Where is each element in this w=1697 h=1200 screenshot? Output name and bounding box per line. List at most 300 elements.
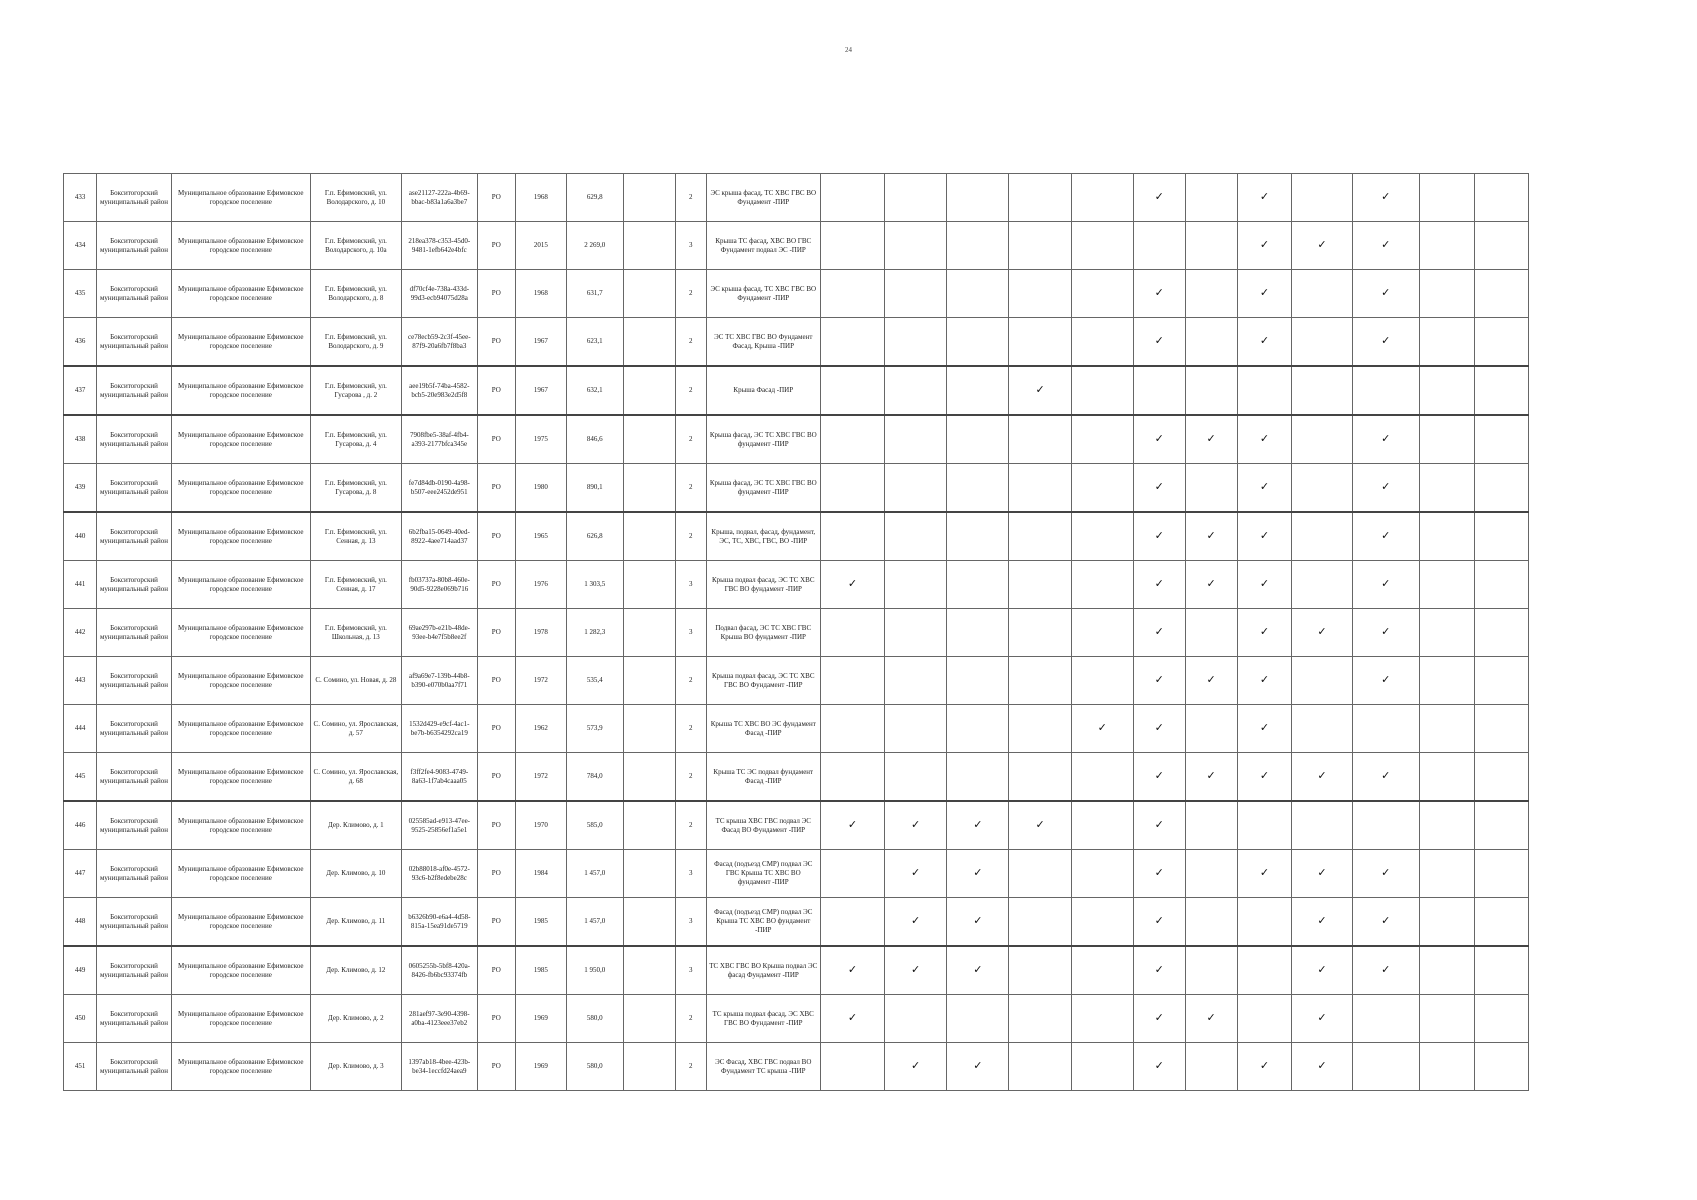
- work-type-cell: [1185, 801, 1237, 850]
- fund-form-cell: РО: [477, 512, 515, 561]
- work-type-cell: [1009, 1043, 1071, 1091]
- work-type-cell: [885, 174, 947, 222]
- guid-cell: 7908fbe5-38af-4fb4-a393-2177bfca345e: [401, 415, 477, 464]
- year-cell: 1972: [516, 753, 567, 802]
- work-type-cell: [820, 464, 884, 513]
- work-type-cell: [1133, 512, 1185, 561]
- page-number: 24: [845, 46, 852, 54]
- blank-cell: [623, 657, 675, 705]
- year-cell: 1962: [516, 705, 567, 753]
- checkmark-icon: ✓: [1317, 625, 1327, 638]
- work-type-cell: [1009, 270, 1071, 318]
- checkmark-icon: ✓: [1381, 577, 1391, 590]
- municipality-cell: Муниципальное образование Ефимовское городское поселение: [171, 1043, 310, 1091]
- checkmark-icon: ✓: [847, 1011, 858, 1024]
- year-cell: 1970: [516, 801, 567, 850]
- row-number: 439: [64, 464, 97, 513]
- work-type-cell: [1185, 946, 1237, 995]
- checkmark-icon: ✓: [1381, 866, 1391, 879]
- year-cell: 1969: [516, 1043, 567, 1091]
- checkmark-icon: ✓: [1154, 866, 1164, 879]
- work-type-cell: [1419, 946, 1474, 995]
- works-cell: Подвал фасад, ЭС ТС ХВС ГВС Крыша ВО фундамент -ПИР: [706, 609, 820, 657]
- floors-cell: 3: [675, 850, 706, 898]
- work-type-cell: [885, 415, 947, 464]
- work-type-cell: [1071, 464, 1133, 513]
- work-type-cell: [1474, 415, 1528, 464]
- checkmark-icon: ✓: [911, 914, 921, 927]
- guid-cell: aee19b5f-74ba-4582-bcb5-20e983e2d5f8: [401, 366, 477, 415]
- work-type-cell: [1237, 946, 1292, 995]
- work-type-cell: [1133, 415, 1185, 464]
- address-cell: Г.п. Ефимовский, ул. Гусарова, д. 4: [310, 415, 401, 464]
- blank-cell: [623, 561, 675, 609]
- year-cell: 1968: [516, 270, 567, 318]
- year-cell: 1985: [516, 946, 567, 995]
- district-cell: Бокситогорский муниципальный район: [97, 366, 172, 415]
- blank-cell: [623, 801, 675, 850]
- work-type-cell: [947, 174, 1009, 222]
- work-type-cell: [885, 1043, 947, 1091]
- work-type-cell: [1185, 995, 1237, 1043]
- municipality-cell: Муниципальное образование Ефимовское городское поселение: [171, 946, 310, 995]
- work-type-cell: [1292, 512, 1352, 561]
- work-type-cell: [1009, 801, 1071, 850]
- guid-cell: 1532d429-e9cf-4ac1-be7b-b6354292ca19: [401, 705, 477, 753]
- work-type-cell: [1133, 318, 1185, 367]
- row-number: 435: [64, 270, 97, 318]
- work-type-cell: [885, 705, 947, 753]
- table-row: [64, 850, 1529, 898]
- address-cell: Дер. Климово, д. 11: [310, 898, 401, 947]
- area-cell: 573,9: [566, 705, 623, 753]
- checkmark-icon: ✓: [1035, 818, 1045, 831]
- floors-cell: 2: [675, 270, 706, 318]
- work-type-cell: [1185, 174, 1237, 222]
- work-type-cell: [1419, 898, 1474, 947]
- address-cell: Г.п. Ефимовский, ул. Володарского, д. 9: [310, 318, 401, 367]
- row-number: 447: [64, 850, 97, 898]
- work-type-cell: [1237, 174, 1292, 222]
- blank-cell: [623, 1043, 675, 1091]
- checkmark-icon: ✓: [1154, 769, 1164, 782]
- work-type-cell: [885, 946, 947, 995]
- work-type-cell: [1009, 705, 1071, 753]
- checkmark-icon: ✓: [1097, 721, 1107, 734]
- checkmark-icon: ✓: [911, 866, 921, 879]
- work-type-cell: [885, 753, 947, 802]
- checkmark-icon: ✓: [1154, 190, 1164, 203]
- work-type-cell: [820, 609, 884, 657]
- checkmark-icon: ✓: [1259, 432, 1270, 445]
- work-type-cell: [885, 318, 947, 367]
- floors-cell: 3: [675, 609, 706, 657]
- work-type-cell: [820, 850, 884, 898]
- table-row: [64, 512, 1529, 561]
- checkmark-icon: ✓: [1259, 1059, 1270, 1072]
- area-cell: 629,8: [566, 174, 623, 222]
- work-type-cell: [885, 366, 947, 415]
- work-type-cell: [1352, 801, 1419, 850]
- table-row: [64, 222, 1529, 270]
- blank-cell: [623, 415, 675, 464]
- work-type-cell: [1292, 801, 1352, 850]
- work-type-cell: [820, 898, 884, 947]
- checkmark-icon: ✓: [1154, 673, 1164, 686]
- work-type-cell: [947, 222, 1009, 270]
- floors-cell: 2: [675, 801, 706, 850]
- checkmark-icon: ✓: [1259, 238, 1270, 251]
- checkmark-icon: ✓: [1259, 577, 1270, 590]
- work-type-cell: [1185, 898, 1237, 947]
- checkmark-icon: ✓: [1381, 238, 1391, 251]
- work-type-cell: [885, 898, 947, 947]
- work-type-cell: [1133, 946, 1185, 995]
- work-type-cell: [1352, 464, 1419, 513]
- work-type-cell: [1352, 753, 1419, 802]
- work-type-cell: [1419, 609, 1474, 657]
- work-type-cell: [1419, 270, 1474, 318]
- work-type-cell: [885, 561, 947, 609]
- work-type-cell: [1133, 705, 1185, 753]
- municipality-cell: Муниципальное образование Ефимовское городское поселение: [171, 174, 310, 222]
- checkmark-icon: ✓: [1154, 721, 1164, 734]
- work-type-cell: [947, 705, 1009, 753]
- work-type-cell: [1419, 850, 1474, 898]
- municipality-cell: Муниципальное образование Ефимовское городское поселение: [171, 609, 310, 657]
- work-type-cell: [1071, 366, 1133, 415]
- table-row: [64, 946, 1529, 995]
- floors-cell: 2: [675, 753, 706, 802]
- row-number: 449: [64, 946, 97, 995]
- works-cell: Крыша ТС ХВС ВО ЭС фундамент Фасад -ПИР: [706, 705, 820, 753]
- work-type-cell: [1352, 705, 1419, 753]
- table-row: [64, 366, 1529, 415]
- work-type-cell: [1352, 366, 1419, 415]
- municipality-cell: Муниципальное образование Ефимовское городское поселение: [171, 464, 310, 513]
- work-type-cell: [1419, 995, 1474, 1043]
- work-type-cell: [1237, 898, 1292, 947]
- works-cell: Крыша подвал фасад, ЭС ТС ХВС ГВС ВО Фундамент -ПИР: [706, 657, 820, 705]
- year-cell: 1968: [516, 174, 567, 222]
- works-cell: ЭС Фасад, ХВС ГВС подвал ВО Фундамент ТС крыша -ПИР: [706, 1043, 820, 1091]
- work-type-cell: [1133, 609, 1185, 657]
- work-type-cell: [1071, 1043, 1133, 1091]
- work-type-cell: [1185, 609, 1237, 657]
- district-cell: Бокситогорский муниципальный район: [97, 609, 172, 657]
- district-cell: Бокситогорский муниципальный район: [97, 464, 172, 513]
- works-cell: ТС крыша подвал фасад, ЭС ХВС ГВС ВО Фундамент -ПИР: [706, 995, 820, 1043]
- fund-form-cell: РО: [477, 561, 515, 609]
- works-cell: ЭС ТС ХВС ГВС ВО Фундамент Фасад, Крыша -ПИР: [706, 318, 820, 367]
- work-type-cell: [1474, 995, 1528, 1043]
- work-type-cell: [1009, 995, 1071, 1043]
- guid-cell: 1397ab18-4bee-423b-be34-1eccfd24aea9: [401, 1043, 477, 1091]
- work-type-cell: [1419, 705, 1474, 753]
- work-type-cell: [1419, 174, 1474, 222]
- work-type-cell: [1071, 657, 1133, 705]
- guid-cell: fb03737a-80b8-460e-90d5-9228e069b716: [401, 561, 477, 609]
- floors-cell: 2: [675, 174, 706, 222]
- table-row: [64, 464, 1529, 513]
- checkmark-icon: ✓: [1259, 529, 1270, 542]
- row-number: 440: [64, 512, 97, 561]
- blank-cell: [623, 995, 675, 1043]
- work-type-cell: [1352, 609, 1419, 657]
- work-type-cell: [1071, 174, 1133, 222]
- floors-cell: 2: [675, 995, 706, 1043]
- checkmark-icon: ✓: [1381, 914, 1391, 927]
- work-type-cell: [947, 946, 1009, 995]
- checkmark-icon: ✓: [1317, 963, 1327, 976]
- work-type-cell: [1133, 464, 1185, 513]
- guid-cell: af9a69e7-139b-44b8-b390-e070b0aa7f71: [401, 657, 477, 705]
- work-type-cell: [1185, 657, 1237, 705]
- work-type-cell: [1185, 850, 1237, 898]
- checkmark-icon: ✓: [1154, 432, 1164, 445]
- works-cell: Крыша Фасад -ПИР: [706, 366, 820, 415]
- work-type-cell: [1474, 222, 1528, 270]
- district-cell: Бокситогорский муниципальный район: [97, 512, 172, 561]
- row-number: 448: [64, 898, 97, 947]
- checkmark-icon: ✓: [1154, 577, 1164, 590]
- floors-cell: 3: [675, 946, 706, 995]
- work-type-cell: [1237, 995, 1292, 1043]
- work-type-cell: [1419, 801, 1474, 850]
- fund-form-cell: РО: [477, 995, 515, 1043]
- work-type-cell: [1292, 898, 1352, 947]
- work-type-cell: [1237, 318, 1292, 367]
- checkmark-icon: ✓: [1035, 383, 1045, 396]
- year-cell: 1978: [516, 609, 567, 657]
- work-type-cell: [1419, 753, 1474, 802]
- checkmark-icon: ✓: [973, 963, 983, 976]
- work-type-cell: [1009, 366, 1071, 415]
- district-cell: Бокситогорский муниципальный район: [97, 946, 172, 995]
- address-cell: Г.п. Ефимовский, ул. Сенная, д. 13: [310, 512, 401, 561]
- work-type-cell: [1292, 415, 1352, 464]
- work-type-cell: [885, 512, 947, 561]
- fund-form-cell: РО: [477, 609, 515, 657]
- fund-form-cell: РО: [477, 898, 515, 947]
- row-number: 443: [64, 657, 97, 705]
- work-type-cell: [1133, 222, 1185, 270]
- work-type-cell: [1474, 946, 1528, 995]
- work-type-cell: [1474, 561, 1528, 609]
- work-type-cell: [1292, 850, 1352, 898]
- checkmark-icon: ✓: [1381, 625, 1391, 638]
- work-type-cell: [1009, 609, 1071, 657]
- area-cell: 580,0: [566, 995, 623, 1043]
- guid-cell: 281aef97-3e90-4398-a0ba-4123eee37eb2: [401, 995, 477, 1043]
- work-type-cell: [1292, 705, 1352, 753]
- work-type-cell: [1292, 946, 1352, 995]
- register-table: [63, 173, 1529, 1091]
- checkmark-icon: ✓: [847, 818, 858, 831]
- work-type-cell: [1185, 705, 1237, 753]
- checkmark-icon: ✓: [911, 963, 921, 976]
- address-cell: С. Сомино, ул. Новая, д. 28: [310, 657, 401, 705]
- work-type-cell: [1009, 898, 1071, 947]
- work-type-cell: [1352, 512, 1419, 561]
- work-type-cell: [947, 366, 1009, 415]
- work-type-cell: [1237, 705, 1292, 753]
- address-cell: Г.п. Ефимовский, ул. Школьная, д. 13: [310, 609, 401, 657]
- work-type-cell: [947, 898, 1009, 947]
- row-number: 444: [64, 705, 97, 753]
- work-type-cell: [1009, 318, 1071, 367]
- work-type-cell: [1185, 464, 1237, 513]
- municipality-cell: Муниципальное образование Ефимовское городское поселение: [171, 318, 310, 367]
- work-type-cell: [947, 464, 1009, 513]
- work-type-cell: [1474, 705, 1528, 753]
- fund-form-cell: РО: [477, 946, 515, 995]
- fund-form-cell: РО: [477, 270, 515, 318]
- blank-cell: [623, 512, 675, 561]
- work-type-cell: [1292, 318, 1352, 367]
- table-row: [64, 415, 1529, 464]
- district-cell: Бокситогорский муниципальный район: [97, 174, 172, 222]
- work-type-cell: [1292, 561, 1352, 609]
- work-type-cell: [885, 609, 947, 657]
- row-number: 450: [64, 995, 97, 1043]
- municipality-cell: Муниципальное образование Ефимовское городское поселение: [171, 222, 310, 270]
- area-cell: 1 457,0: [566, 850, 623, 898]
- work-type-cell: [1474, 801, 1528, 850]
- work-type-cell: [1292, 657, 1352, 705]
- address-cell: Г.п. Ефимовский, ул. Гусарова, д. 8: [310, 464, 401, 513]
- work-type-cell: [1185, 561, 1237, 609]
- work-type-cell: [1071, 753, 1133, 802]
- work-type-cell: [1352, 898, 1419, 947]
- area-cell: 1 457,0: [566, 898, 623, 947]
- fund-form-cell: РО: [477, 705, 515, 753]
- address-cell: Дер. Климово, д. 3: [310, 1043, 401, 1091]
- checkmark-icon: ✓: [1259, 769, 1270, 782]
- checkmark-icon: ✓: [1317, 866, 1327, 879]
- checkmark-icon: ✓: [1206, 673, 1216, 686]
- work-type-cell: [1292, 174, 1352, 222]
- area-cell: 890,1: [566, 464, 623, 513]
- work-type-cell: [1185, 318, 1237, 367]
- work-type-cell: [1237, 222, 1292, 270]
- checkmark-icon: ✓: [1154, 963, 1164, 976]
- work-type-cell: [885, 270, 947, 318]
- work-type-cell: [947, 753, 1009, 802]
- work-type-cell: [1071, 898, 1133, 947]
- work-type-cell: [820, 415, 884, 464]
- year-cell: 1975: [516, 415, 567, 464]
- checkmark-icon: ✓: [1381, 190, 1391, 203]
- guid-cell: 025585ad-e913-47ee-9525-25856ef1a5e1: [401, 801, 477, 850]
- works-cell: ТС ХВС ГВС ВО Крыша подвал ЭС фасад Фундамент -ПИР: [706, 946, 820, 995]
- area-cell: 1 950,0: [566, 946, 623, 995]
- district-cell: Бокситогорский муниципальный район: [97, 318, 172, 367]
- works-cell: Крыша ТС ЭС подвал фундамент Фасад -ПИР: [706, 753, 820, 802]
- table-row: [64, 318, 1529, 367]
- work-type-cell: [1009, 415, 1071, 464]
- address-cell: С. Сомино, ул. Ярославская, д. 57: [310, 705, 401, 753]
- checkmark-icon: ✓: [1317, 1011, 1327, 1024]
- fund-form-cell: РО: [477, 1043, 515, 1091]
- work-type-cell: [1474, 657, 1528, 705]
- year-cell: 1969: [516, 995, 567, 1043]
- checkmark-icon: ✓: [1154, 286, 1164, 299]
- area-cell: 784,0: [566, 753, 623, 802]
- work-type-cell: [1237, 366, 1292, 415]
- guid-cell: fe7d84db-0190-4a98-b507-eee2452de951: [401, 464, 477, 513]
- district-cell: Бокситогорский муниципальный район: [97, 850, 172, 898]
- floors-cell: 2: [675, 705, 706, 753]
- work-type-cell: [1237, 657, 1292, 705]
- work-type-cell: [1352, 270, 1419, 318]
- blank-cell: [623, 898, 675, 947]
- work-type-cell: [820, 512, 884, 561]
- blank-cell: [623, 705, 675, 753]
- work-type-cell: [1133, 270, 1185, 318]
- work-type-cell: [1474, 174, 1528, 222]
- works-cell: Фасад (подъезд СМР) подвал ЭС ГВС Крыша ТС ХВС ВО фундамент -ПИР: [706, 850, 820, 898]
- municipality-cell: Муниципальное образование Ефимовское городское поселение: [171, 753, 310, 802]
- work-type-cell: [1419, 1043, 1474, 1091]
- work-type-cell: [1133, 366, 1185, 415]
- checkmark-icon: ✓: [1154, 529, 1164, 542]
- work-type-cell: [820, 946, 884, 995]
- work-type-cell: [1133, 995, 1185, 1043]
- work-type-cell: [1292, 995, 1352, 1043]
- work-type-cell: [1071, 946, 1133, 995]
- fund-form-cell: РО: [477, 850, 515, 898]
- checkmark-icon: ✓: [1206, 577, 1216, 590]
- work-type-cell: [1009, 753, 1071, 802]
- work-type-cell: [1237, 561, 1292, 609]
- work-type-cell: [820, 801, 884, 850]
- municipality-cell: Муниципальное образование Ефимовское городское поселение: [171, 366, 310, 415]
- work-type-cell: [820, 174, 884, 222]
- work-type-cell: [1237, 801, 1292, 850]
- work-type-cell: [1133, 850, 1185, 898]
- checkmark-icon: ✓: [973, 1059, 983, 1072]
- blank-cell: [623, 174, 675, 222]
- municipality-cell: Муниципальное образование Ефимовское городское поселение: [171, 415, 310, 464]
- guid-cell: df70cf4e-738a-433d-99d3-ecb94075d28a: [401, 270, 477, 318]
- work-type-cell: [1185, 222, 1237, 270]
- work-type-cell: [947, 995, 1009, 1043]
- work-type-cell: [1071, 270, 1133, 318]
- municipality-cell: Муниципальное образование Ефимовское городское поселение: [171, 270, 310, 318]
- row-number: 445: [64, 753, 97, 802]
- work-type-cell: [1419, 464, 1474, 513]
- year-cell: 1967: [516, 318, 567, 367]
- table-row: [64, 753, 1529, 802]
- work-type-cell: [1292, 270, 1352, 318]
- work-type-cell: [1352, 1043, 1419, 1091]
- district-cell: Бокситогорский муниципальный район: [97, 561, 172, 609]
- work-type-cell: [1352, 318, 1419, 367]
- work-type-cell: [1352, 946, 1419, 995]
- work-type-cell: [1292, 464, 1352, 513]
- floors-cell: 2: [675, 366, 706, 415]
- municipality-cell: Муниципальное образование Ефимовское городское поселение: [171, 850, 310, 898]
- work-type-cell: [1237, 609, 1292, 657]
- year-cell: 1967: [516, 366, 567, 415]
- checkmark-icon: ✓: [1259, 673, 1270, 686]
- checkmark-icon: ✓: [1259, 866, 1270, 879]
- fund-form-cell: РО: [477, 753, 515, 802]
- district-cell: Бокситогорский муниципальный район: [97, 995, 172, 1043]
- work-type-cell: [885, 801, 947, 850]
- checkmark-icon: ✓: [1381, 334, 1391, 347]
